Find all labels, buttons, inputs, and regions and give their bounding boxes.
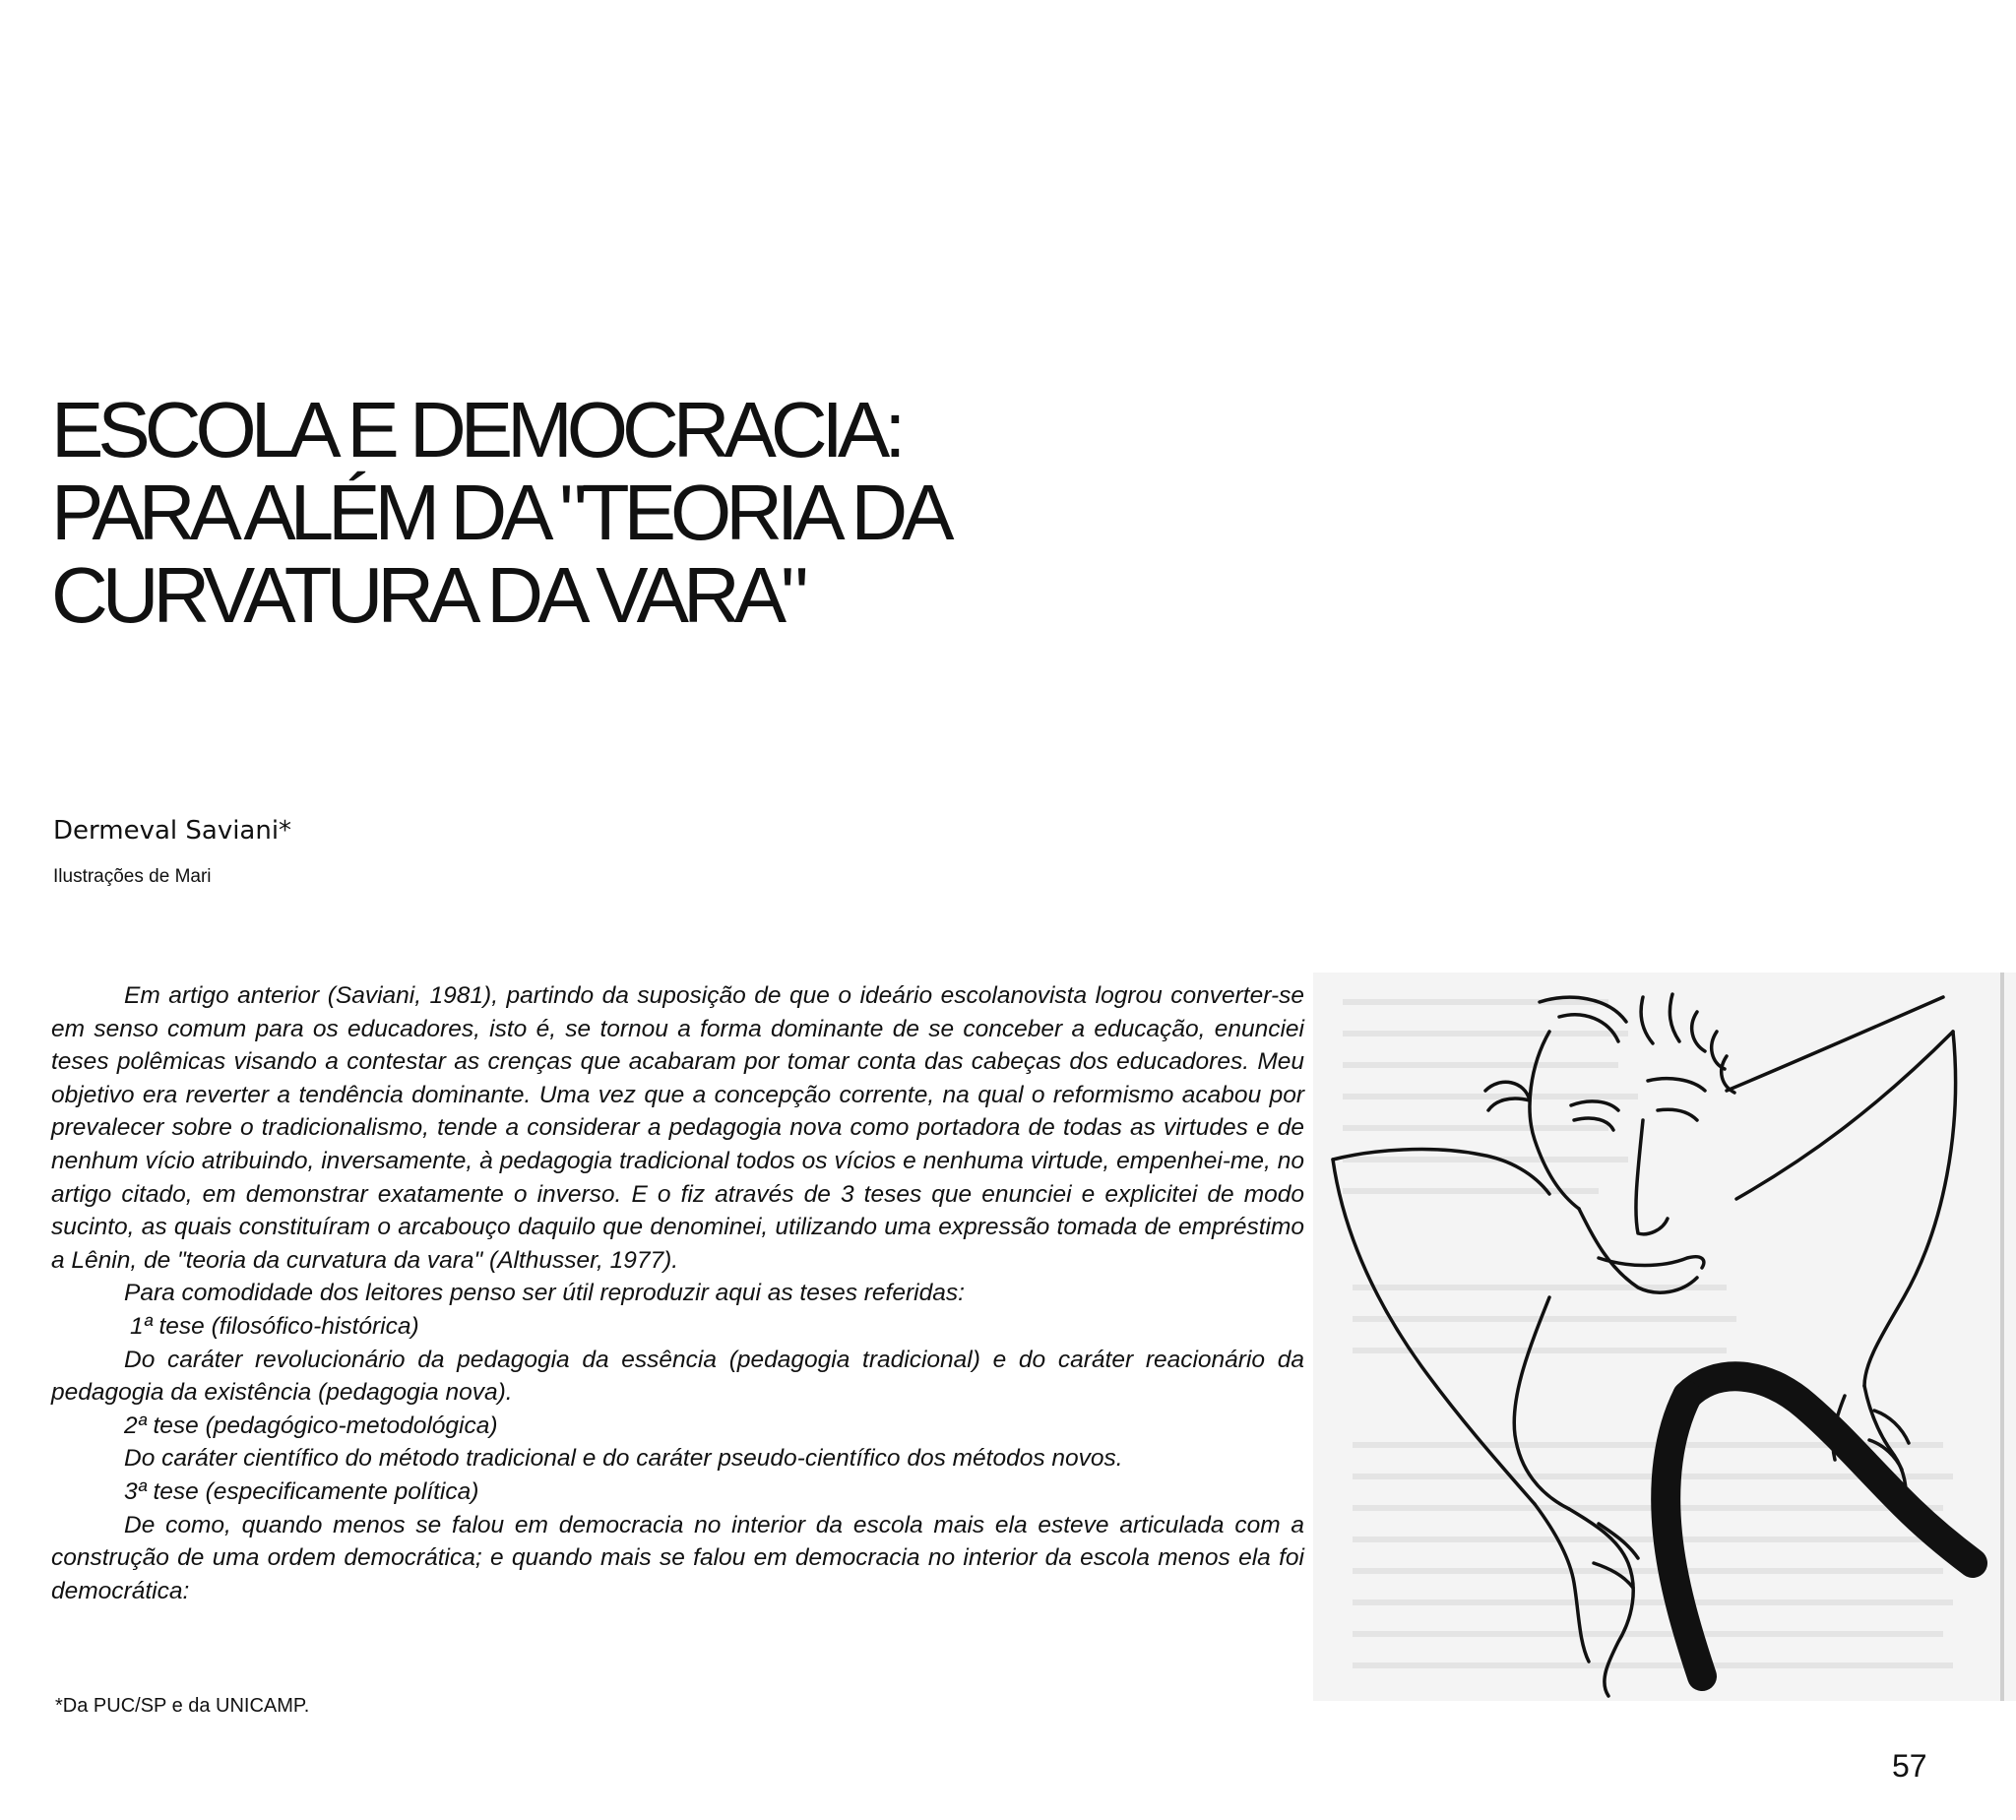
illustrator-credit: Ilustrações de Mari [53,866,212,887]
article-title [51,386,1036,639]
footnote: *Da PUC/SP e da UNICAMP. [55,1695,310,1717]
page-number: 57 [1892,1748,1927,1784]
body-paragraph-2: Para comodidade dos leitores penso ser útil reproduzir aqui as teses referidas: [124,1280,965,1307]
title-line-1: ESCOLA E DEMOCRACIA: [51,386,901,473]
thesis-1-text: Do caráter revolucionário da pedagogia da essência (pedagogia tradicional) e do caráter reacionário da pedagogia da existência (pedagogia nova). [51,1346,1304,1407]
title-line-2: PARA ALÉM DA "TEORIA DA [51,469,949,556]
body-paragraph-1: Em artigo anterior (Saviani, 1981), partindo da suposição de que o ideário escolanovista logrou converter-se em senso comum para os educadores, isto é, se tornou a forma dominante de se conceber a educação, enunciei teses polêmicas visando a contestar as crenças que acabaram por tomar conta das cabeças dos educadores. Meu objetivo era reverter a tendência dominante. Uma vez que a concepção corrente, na qual o reformismo acabou por prevalecer sobre o tradicionalismo, tende a considerar a pedagogia nova como portadora de todas as virtudes e de nenhum vício atribuindo, inversamente, à pedagogia tradicional todos os vícios e nenhuma virtude, empenhei-me, no artigo citado, em demonstrar exatamente o inverso. E o fiz através de 3 teses que enunciei e explicitei de modo sucinto, as quais constituíram o arcabouço daquilo que denominei, utilizando uma expressão tomada de empréstimo a Lênin, de "teoria da curvatura da vara" (Althusser, 1977). [51,982,1304,1274]
thesis-3-text: De como, quando menos se falou em democracia no interior da escola mais ela esteve articulada com a construção de uma ordem democrática; e quando mais se falou em democracia no interior da escola menos ela foi democrática: [51,1511,1304,1604]
title-line-3: CURVATURA DA VARA" [51,551,803,639]
thesis-1-heading: 1ª tese (filosófico-histórica) [130,1312,419,1340]
thesis-2-heading: 2ª tese (pedagógico-metodológica) [124,1412,498,1439]
article-body [51,979,1304,1607]
drawing-svg [1313,973,2016,1701]
thesis-2-text: Do caráter científico do método tradicional e do caráter pseudo-científico dos métodos novos. [124,1445,1123,1473]
illustration-man-bending-stick [1313,973,2016,1701]
thesis-3-heading: 3ª tese (especificamente política) [124,1477,479,1505]
author-name: Dermeval Saviani* [53,816,292,846]
